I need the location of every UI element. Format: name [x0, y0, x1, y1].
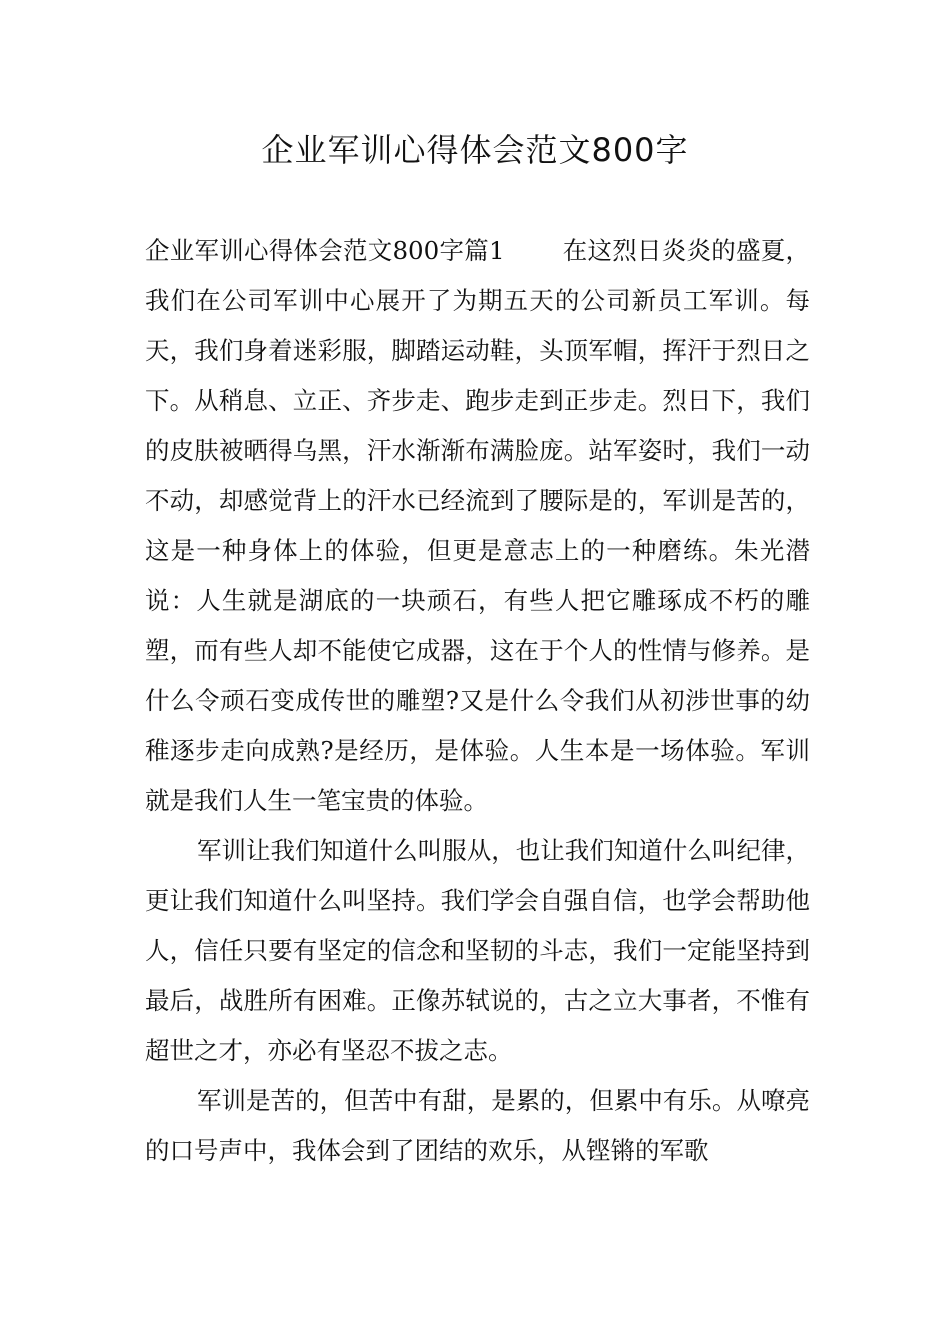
paragraph-1: [145, 226, 810, 826]
document-body: [145, 226, 810, 1176]
paragraph-3: 军训是苦的，但苦中有甜，是累的，但累中有乐。从嘹亮的口号声中，我体会到了团结的欢乐，从铿锵的军歌: [145, 1086, 810, 1165]
section-heading: 企业军训心得体会范文800字篇1: [145, 236, 505, 265]
document-title: 企业军训心得体会范文800字: [261, 131, 689, 169]
paragraph-1-text: 在这烈日炎炎的盛夏，我们在公司军训中心展开了为期五天的公司新员工军训。每天，我们身着迷彩服，脚踏运动鞋，头顶军帽，挥汗于烈日之下。从稍息、立正、齐步走、跑步走到正步走。烈日下，我们的皮肤被晒得乌黑，汗水渐渐布满脸庞。站军姿时，我们一动不动，却感觉背上的汗水已经流到了腰际是的，军训是苦的，这是一种身体上的体验，但更是意志上的一种磨练。朱光潜说：人生就是湖底的一块顽石，有些人把它雕琢成不朽的雕塑，而有些人却不能使它成器，这在于个人的性情与修养。是什么令顽石变成传世的雕塑?又是什么令我们从初涉世事的幼稚逐步走向成熟?是经历，是体验。人生本是一场体验。军训就是我们人生一笔宝贵的体验。: [145, 236, 810, 815]
paragraph-2: 军训让我们知道什么叫服从，也让我们知道什么叫纪律，更让我们知道什么叫坚持。我们学会自强自信，也学会帮助他人，信任只要有坚定的信念和坚韧的斗志，我们一定能坚持到最后，战胜所有困难。正像苏轼说的，古之立大事者，不惟有超世之才，亦必有坚忍不拔之志。: [145, 836, 810, 1065]
